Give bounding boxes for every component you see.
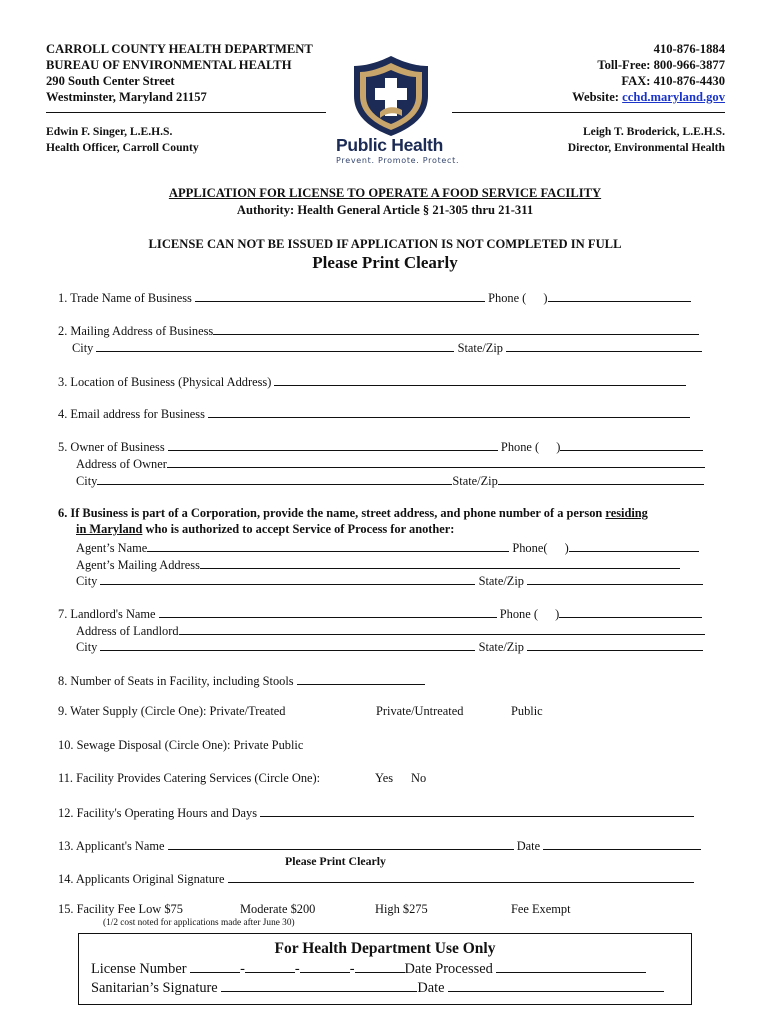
- statezip-input[interactable]: [527, 638, 703, 651]
- header-rule-left: [46, 112, 326, 113]
- form-title: [0, 186, 770, 201]
- office-use-box: [78, 933, 692, 1005]
- field-owner-address: [76, 455, 705, 472]
- field-landlord-city: [76, 638, 703, 655]
- dept-line: CARROLL COUNTY HEALTH DEPARTMENT: [46, 42, 313, 56]
- date-label: Date: [516, 839, 541, 853]
- officer-name: Edwin F. Singer, L.E.H.S.: [46, 125, 173, 138]
- field-water-supply: [58, 704, 286, 719]
- website-link[interactable]: cchd.maryland.gov: [622, 90, 725, 104]
- emphasis-maryland: in Maryland: [76, 522, 143, 536]
- statezip-label: State/Zip: [457, 341, 504, 355]
- field-label: 6. If Business is part of a Corporation, provide the name, street address, and phone number of a person: [58, 506, 606, 520]
- dept-line: 290 South Center Street: [46, 74, 175, 88]
- contact-info: [572, 41, 725, 105]
- statezip-input[interactable]: [506, 339, 702, 352]
- field-corporation-line1: [58, 506, 648, 521]
- field-landlord-address: [76, 622, 705, 639]
- website: [572, 89, 725, 105]
- phone-label: Phone (: [488, 291, 527, 305]
- field-label: 12. Facility's Operating Hours and Days: [58, 806, 258, 820]
- catering-option-no[interactable]: No: [411, 771, 427, 785]
- environmental-director: [568, 124, 725, 156]
- phone-input[interactable]: [560, 438, 703, 451]
- fee-option-exempt[interactable]: Fee Exempt: [511, 902, 571, 916]
- phone-input[interactable]: [548, 289, 691, 302]
- field-label: 5. Owner of Business: [58, 440, 165, 454]
- field-agent-name: [76, 539, 699, 556]
- field-mailing-city: [72, 339, 702, 356]
- health-officer: [46, 124, 199, 156]
- sanitarian-label: Sanitarian’s Signature: [91, 980, 218, 996]
- city-input[interactable]: [97, 472, 452, 485]
- field-label: 9. Water Supply (Circle One): Private/Treated: [58, 704, 286, 718]
- water-option-public[interactable]: Public: [511, 704, 543, 718]
- field-applicant-signature: [58, 870, 694, 887]
- website-label: Website:: [572, 90, 623, 104]
- header-rule-right: [452, 112, 725, 113]
- field-label: 8. Number of Seats in Facility, including Stools: [58, 674, 294, 688]
- field-mailing-address: [58, 322, 699, 339]
- trade-name-input[interactable]: [195, 289, 485, 302]
- field-owner: [58, 438, 703, 455]
- operating-hours-input[interactable]: [260, 804, 694, 817]
- owner-name-input[interactable]: [168, 438, 498, 451]
- field-trade-name: [58, 289, 691, 306]
- phone-close: ): [556, 440, 561, 454]
- completion-warning: LICENSE CAN NOT BE ISSUED IF APPLICATION IS NOT COMPLETED IN FULL: [148, 237, 622, 251]
- phone-label: Phone (: [500, 440, 540, 454]
- field-physical-address: [58, 373, 686, 390]
- fee-note: (1/2 cost noted for applications made after June 30): [103, 918, 295, 928]
- field-label: 3. Location of Business (Physical Address): [58, 375, 272, 389]
- logo-tagline: Prevent. Promote. Protect.: [336, 156, 460, 165]
- date-input[interactable]: [543, 837, 701, 850]
- statezip-input[interactable]: [527, 572, 703, 585]
- toll-free-number: Toll-Free: 800-966-3877: [597, 58, 725, 72]
- city-input[interactable]: [100, 572, 475, 585]
- field-owner-city: [76, 472, 704, 489]
- field-label: 4. Email address for Business: [58, 407, 205, 421]
- city-label: City: [76, 574, 98, 588]
- signature-input[interactable]: [228, 870, 694, 883]
- phone-label: Phone(: [512, 541, 548, 555]
- logo-title: Public Health: [336, 135, 443, 155]
- mailing-address-input[interactable]: [213, 322, 699, 335]
- license-number-part-3[interactable]: [300, 960, 350, 973]
- date-processed-input[interactable]: [496, 960, 646, 973]
- agent-name-input[interactable]: [147, 539, 509, 552]
- landlord-name-input[interactable]: [159, 605, 497, 618]
- field-label: 13. Applicant's Name: [58, 839, 165, 853]
- field-landlord: [58, 605, 702, 622]
- phone-number: 410-876-1884: [653, 42, 725, 56]
- phone-input[interactable]: [559, 605, 702, 618]
- fee-option-low[interactable]: 15. Facility Fee Low $75: [58, 902, 183, 916]
- field-label: 11. Facility Provides Catering Services (Circle One):: [58, 771, 321, 785]
- seats-input[interactable]: [297, 672, 425, 685]
- field-agent-city: [76, 572, 703, 589]
- field-sewage-disposal[interactable]: 10. Sewage Disposal (Circle One): Private Public: [58, 738, 304, 752]
- catering-option-yes[interactable]: Yes: [375, 771, 394, 785]
- city-label: City: [76, 640, 98, 654]
- fee-option-moderate[interactable]: Moderate $200: [240, 902, 316, 916]
- field-operating-hours: [58, 804, 694, 821]
- license-number-part-2[interactable]: [245, 960, 295, 973]
- form-title-text: APPLICATION FOR LICENSE TO OPERATE A FOOD SERVICE FACILITY: [168, 186, 602, 200]
- fee-option-high[interactable]: High $275: [375, 902, 428, 916]
- print-clearly-note: Please Print Clearly: [285, 854, 386, 868]
- field-label: who is authorized to accept Service of Process for another:: [142, 522, 455, 536]
- email-input[interactable]: [208, 405, 690, 418]
- officer-title: Health Officer, Carroll County: [46, 141, 199, 154]
- field-label: Agent’s Mailing Address: [76, 558, 200, 572]
- landlord-address-input[interactable]: [179, 622, 705, 635]
- phone-input[interactable]: [569, 539, 699, 552]
- owner-address-input[interactable]: [167, 455, 705, 468]
- statezip-label: State/Zip: [478, 640, 525, 654]
- license-number-part-1[interactable]: [190, 960, 240, 973]
- dept-line: Westminster, Maryland 21157: [46, 90, 207, 104]
- city-label: City: [76, 474, 98, 488]
- date-label: Date: [417, 980, 445, 996]
- dept-line: BUREAU OF ENVIRONMENTAL HEALTH: [46, 58, 292, 72]
- field-label: 1. Trade Name of Business: [58, 291, 192, 305]
- phone-close: ): [543, 291, 548, 305]
- phone-close: ): [555, 607, 560, 621]
- field-label: Address of Landlord: [76, 624, 179, 638]
- field-catering: [58, 771, 320, 786]
- emphasis-residing: residing: [605, 506, 648, 520]
- field-corporation-line2: [76, 522, 454, 537]
- statezip-label: State/Zip: [452, 474, 498, 488]
- print-clearly-heading: Please Print Clearly: [312, 253, 458, 272]
- phone-close: ): [564, 541, 569, 555]
- water-option-private-untreated[interactable]: Private/Untreated: [376, 704, 464, 718]
- field-seats: [58, 672, 425, 689]
- field-label: 2. Mailing Address of Business: [58, 324, 214, 338]
- field-label: 14. Applicants Original Signature: [58, 872, 225, 886]
- director-name: Leigh T. Broderick, L.E.H.S.: [582, 125, 725, 138]
- field-applicant-name: [58, 837, 701, 854]
- authority-line: Authority: Health General Article § 21-305 thru 21-311: [236, 203, 534, 217]
- department-address: [46, 41, 313, 105]
- city-label: City: [72, 341, 94, 355]
- phone-label: Phone (: [499, 607, 538, 621]
- city-input[interactable]: [96, 339, 454, 352]
- field-agent-address: [76, 556, 680, 573]
- statezip-input[interactable]: [498, 472, 704, 485]
- field-label: Address of Owner: [76, 457, 167, 471]
- license-number-line: License Number - - - Date Processed: [91, 960, 646, 978]
- sanitarian-line: [91, 979, 664, 997]
- date-processed-label: Date Processed: [404, 961, 493, 977]
- office-use-title: For Health Department Use Only: [274, 940, 496, 957]
- fax-number: FAX: 410-876-4430: [621, 74, 725, 88]
- license-number-part-4[interactable]: [355, 960, 405, 973]
- applicant-name-input[interactable]: [168, 837, 514, 850]
- physical-address-input[interactable]: [274, 373, 686, 386]
- field-label: Agent’s Name: [76, 541, 148, 555]
- statezip-label: State/Zip: [478, 574, 525, 588]
- field-email: [58, 405, 690, 422]
- director-title: Director, Environmental Health: [567, 141, 725, 154]
- city-input[interactable]: [100, 638, 475, 651]
- field-label: 7. Landlord's Name: [58, 607, 156, 621]
- agent-address-input[interactable]: [200, 556, 680, 569]
- sanitarian-date-input[interactable]: [448, 979, 664, 992]
- sanitarian-signature-input[interactable]: [221, 979, 417, 992]
- license-number-label: License Number: [91, 961, 187, 977]
